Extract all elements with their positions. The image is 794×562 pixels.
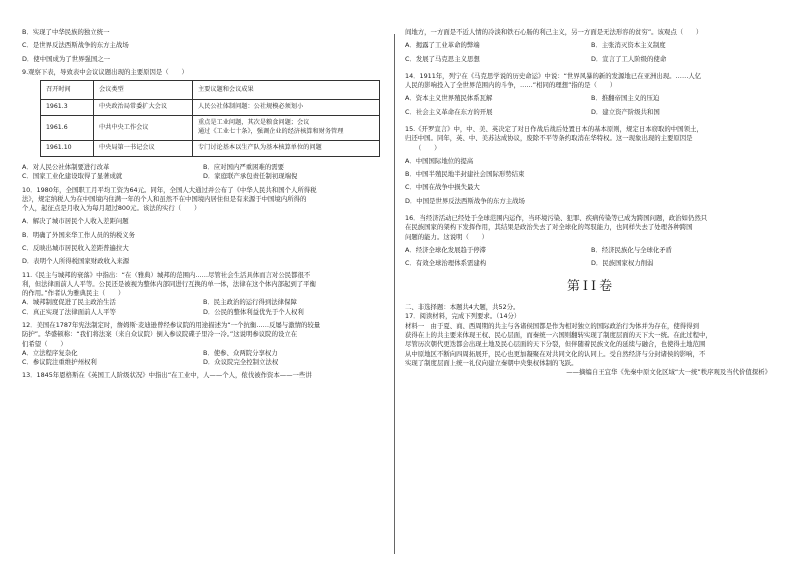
q8-option-c: C．是世界反法西斯战争的东方主战场 — [22, 41, 129, 50]
q11-stem-line: 利，但法律面前人人平等。公民还是被视为整体内部同进行互换的单一体，法律在这个体内部起到了平衡 — [22, 279, 316, 288]
q10-stem-line: 10．1980年，全国职工月平均工资为64元。同年，全国人大通过并公布了《中华人民共和国个人所得税 — [22, 185, 317, 194]
q13-option-b: B．主张消灭资本主义制度 — [591, 41, 666, 50]
q13-options-row — [405, 41, 777, 50]
q15-option-c: C．中国在战争中损失最大 — [405, 183, 480, 192]
q11-option-a: A．城邦制度促进了民主政治生活 — [22, 298, 116, 307]
table-header-row — [41, 81, 380, 100]
q13-option-a: A．揭露了工业革命的弊端 — [405, 41, 480, 50]
q16-options-row — [405, 246, 777, 255]
q12-stem-line: 防护”。华盛顿称：“我们将法案（来自众议院）倒入参议院碟子里冷一冷。”这说明参议院的设立在 — [22, 330, 298, 339]
right-column — [405, 28, 777, 377]
q13-options-row — [405, 55, 777, 64]
q14-option-c: C．社会主义革命在东方的开展 — [405, 107, 493, 116]
q9-options-row — [22, 163, 384, 172]
q12-options-row — [22, 358, 384, 367]
q13-option-d: D．宣言了工人阶级的使命 — [591, 54, 667, 63]
q13-option-c: C．发展了马克思主义思想 — [405, 54, 480, 63]
q14-stem-line: 人民的影响投入了全世界范围内的斗争，……”相同的理想”指的是（ ） — [405, 81, 617, 90]
material-line: 从中原地区不断向四周拓展开，民心也更加凝聚在对共同文化的认同上。受自然经济与分封诸侯的影响，不 — [405, 349, 706, 358]
q9-option-c: C．国家工业化建设取得了显著成就 — [22, 172, 123, 181]
q9-stem: 9.观察下表，导致表中会议议题出现的主要原因是（ ） — [22, 67, 188, 76]
table-header: 主要议题和会议成果 — [193, 81, 380, 100]
q15-option-b: B．中国半殖民地半封建社会国际形势结束 — [405, 170, 525, 179]
material-line: 获得在上的共主要来体现王权、民心层面，而秦统一六国则翻转实现了制度层面的天下大一统。在此过程中， — [405, 331, 712, 340]
q14-options-row — [405, 94, 777, 103]
q11-options-row — [22, 298, 384, 307]
q14-option-b: B．推翻帝国主义的压迫 — [591, 94, 660, 103]
q8-option-b: B．实现了中华民族的独立统一 — [22, 28, 110, 36]
left-column — [22, 28, 384, 381]
q11-option-b: B．民主政治的运行得到法律保障 — [203, 298, 297, 307]
table-row — [41, 116, 380, 141]
column-divider — [394, 34, 395, 554]
part-two-title: 第II卷 — [566, 279, 616, 295]
material-line: 材料一 由于夏、商、西周期的共主与各诸侯国都是作为相对独立的国际政治行为体并为存在，使得得到 — [405, 321, 699, 330]
table-cell: 人民公社体制问题：公社规模必须划小 — [193, 100, 380, 116]
q14-option-d: D．建立资产阶级共和国 — [591, 107, 660, 116]
material-source: ——摘编自王宜华《先秦中原文化区域“大一统”秩序观及当代价值探析》 — [566, 368, 771, 377]
q9-options-row — [22, 172, 384, 181]
q15-option-d: D．中国是世界反法西斯战争的东方主战场 — [405, 196, 525, 205]
table-cell-line: 重点是工业问题，其次是粮食问题；会议 — [198, 119, 310, 127]
q16-option-d: D．民族国家权力削弱 — [591, 259, 654, 268]
q11-stem-text: 的作用。”作者认为雅典民主（ ） — [22, 289, 125, 298]
table-cell: 1961.6 — [41, 116, 94, 141]
q9-option-b: B．应对国内严重困难的需要 — [203, 163, 285, 172]
table-cell — [193, 116, 380, 141]
q16-option-c: C．有效全球治理体系需建构 — [405, 259, 487, 268]
q9-option-d: D．家庭联产承包责任制初现端倪 — [203, 172, 298, 181]
table-row — [41, 141, 380, 157]
material-line: 尽管历次朝代更迭都会出现土地及民心层面的天下分裂，但伴随着民族文化的延续与融合，也使得土地范围 — [405, 340, 706, 349]
q12-option-d: D．众议院完全控制立法权 — [203, 358, 279, 367]
q10-option-a: A．解决了城市居民个人收入差距问题 — [22, 217, 129, 226]
table-cell: 专门讨论基本以生产队为基本核算单位的问题 — [193, 141, 380, 157]
q16-stem-line: 在民族国家的架构下发挥作用，其结果是政治失去了对全球化的驾驭能力，也同样失去了处理各种跨国 — [405, 223, 693, 232]
q16-stem-line: 问题的能力。这说明（ ） — [405, 232, 489, 241]
q10-option-c: C．反映出城市居民收入差距普遍拉大 — [22, 244, 129, 253]
q9-table — [40, 80, 380, 157]
table-cell: 中央局第一书记会议 — [94, 141, 193, 157]
q15-stem-line: （ ） — [415, 143, 441, 152]
q14-stem-line: 14．1911年，列宁在《马克思学说的历史命运》中说：“世界风暴的新的发源地已在亚洲出现。……人亿 — [405, 71, 702, 80]
q16-stem-line: 16．当经济活动已经处于全球范围内运作，当环境污染、犯罪、疾病传染等已成为跨国问题，政治如仍然只 — [405, 213, 708, 222]
q13-stem-line: 13．1845年恩格斯在《英国工人阶级状况》中指出“在工业中，人——个人，侬伐被作资本——一些讲 — [22, 371, 312, 380]
q12-option-b: B．使参、众两院分享权力 — [203, 348, 278, 357]
table-header: 召开时间 — [41, 81, 94, 100]
table-cell-line: 通过《工业七十条》，强调企业的经济核算和财务管理 — [198, 128, 344, 136]
q10-option-b: B．明确了外国来华工作人员的纳税义务 — [22, 230, 136, 239]
q12-option-c: C．参议院注重维护州权利 — [22, 358, 97, 367]
q16-option-b: B．经济民族化与全球化矛盾 — [591, 245, 673, 254]
q16-option-a: A．经济全球化发展趋于停滞 — [405, 245, 487, 254]
q11-option-c: C．真正实现了法律面前人人平等 — [22, 307, 116, 316]
q12-options-row — [22, 349, 384, 358]
table-cell: 中共中央工作会议 — [94, 116, 193, 141]
q8-option-d: D．使中国成为了世界强国之一 — [22, 54, 110, 63]
table-cell: 1961.3 — [41, 100, 94, 116]
material-line: 实现了制度层面上统一礼仪向建立秦朝中央集权体制的飞跃。 — [405, 358, 578, 367]
q15-stem-line: 15.《开罗宣言》中，中、美、英决定了对日作战后战后处置日本的基本原则，规定日本窃取的中国领土， — [405, 124, 703, 133]
q10-stem-line: 法》，规定纳税人为在中国境内住满一年的个人和虽然不在中国境内居住但是有来源于中国境内所得的 — [22, 194, 307, 203]
q11-option-d: D．公民的整体利益优先于个人权利 — [203, 307, 304, 316]
q10-stem-line: 个人，起征点是月收入为每月超过800元。该法的实行（ ） — [22, 204, 201, 213]
table-row — [41, 100, 380, 116]
q9-option-a: A．对人民公社体制要进行改革 — [22, 163, 110, 172]
q14-options-row — [405, 108, 777, 117]
q11-stem-line: 11.《民主与城邦的衰落》中指出：“在（雅典）城邦的范围内……尽管社会生活具体而言对公民都很不 — [22, 270, 311, 279]
q12-option-a: A．立法程序复杂化 — [22, 348, 78, 357]
q13-stem-line: 间地方，一方面是不近人情的冷淡和铁石心肠的利己主义，另一方面是无法形容的贫穷”。该观点（ ） — [405, 28, 703, 36]
table-header: 会议类型 — [94, 81, 193, 100]
q11-options-row — [22, 308, 384, 317]
q17-stem: 17．阅读材料，完成下列要求。（14分） — [405, 312, 521, 321]
q15-stem-line: 归还中国。同年，英、中、美苏达成协议，废除不平等条约取消在华特权。这一现象出现的主要原因是 — [405, 134, 693, 143]
section-heading: 二、非选择题：本题共4大题，共52分。 — [405, 303, 520, 312]
q12-stem-line: 12．美国在1787年宪法制定时，詹姆斯·麦迪逊曾经参议院的用途描述为“一个抗衡……反屡与激情的较量 — [22, 321, 321, 329]
q14-option-a: A．资本主义世界殖民体系瓦解 — [405, 94, 493, 103]
q15-option-a: A．中国国际地位的提高 — [405, 156, 474, 165]
q16-options-row — [405, 259, 777, 268]
table-cell: 1961.10 — [41, 141, 94, 157]
q10-option-d: D．表明个人所得税国家财政收入来源 — [22, 257, 130, 266]
q12-stem-line: 们希望（ ） — [22, 339, 67, 348]
table-cell: 中央政治局常委扩大会议 — [94, 100, 193, 116]
